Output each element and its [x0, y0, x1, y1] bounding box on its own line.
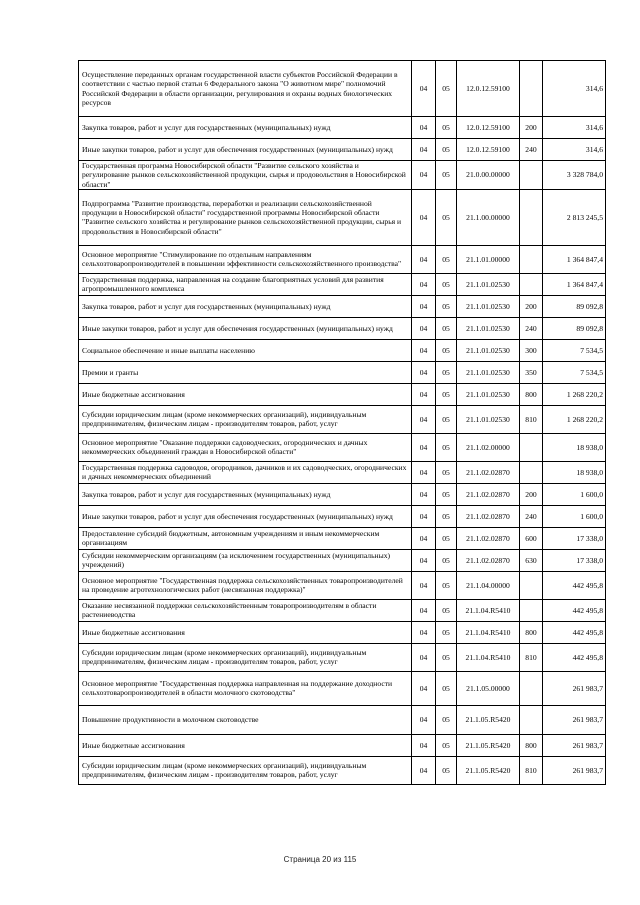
section-code-cell: 04 [412, 139, 436, 161]
target-article-code-cell: 21.1.01.02530 [457, 317, 520, 339]
amount-cell: 1 364 847,4 [543, 273, 606, 295]
target-article-code-cell: 21.1.01.02530 [457, 361, 520, 383]
subsection-code-cell: 05 [436, 571, 457, 599]
table-row [79, 549, 606, 571]
expense-name-cell: Закупка товаров, работ и услуг для государственных (муниципальных) нужд [79, 483, 412, 505]
section-code-cell: 04 [412, 705, 436, 734]
subsection-code-cell: 05 [436, 295, 457, 317]
target-article-code-cell: 21.1.05.R5420 [457, 734, 520, 756]
expense-name-cell: Основное мероприятие "Оказание поддержки садоводческих, огороднических и дачных некоммерческих объединений граждан в Новосибирской области" [79, 433, 412, 461]
expense-name-cell: Государственная поддержка садоводов, огородников, дачников и их садоводческих, огороднических и дачных некоммерческих объединений [79, 461, 412, 483]
expense-type-code-cell: 630 [520, 549, 543, 571]
subsection-code-cell: 05 [436, 705, 457, 734]
target-article-code-cell: 21.1.04.R5410 [457, 599, 520, 621]
amount-cell: 7 534,5 [543, 361, 606, 383]
amount-cell: 314,6 [543, 139, 606, 161]
table-row [79, 117, 606, 139]
amount-cell: 1 364 847,4 [543, 245, 606, 273]
section-code-cell: 04 [412, 383, 436, 405]
table-row [79, 734, 606, 756]
amount-cell: 17 338,0 [543, 527, 606, 549]
target-article-code-cell: 21.1.02.00000 [457, 433, 520, 461]
expense-name-cell: Субсидии юридическим лицам (кроме некоммерческих организаций), индивидуальным предпринимателям, физическим лицам - производителям товаров, работ, услуг [79, 405, 412, 433]
section-code-cell: 04 [412, 405, 436, 433]
expense-type-code-cell: 810 [520, 405, 543, 433]
subsection-code-cell: 05 [436, 734, 457, 756]
expense-type-code-cell [520, 705, 543, 734]
target-article-code-cell: 21.1.05.R5420 [457, 756, 520, 784]
expense-type-code-cell: 240 [520, 317, 543, 339]
expense-name-cell: Субсидии юридическим лицам (кроме некоммерческих организаций), индивидуальным предпринимателям, физическим лицам - производителям товаров, работ, услуг [79, 643, 412, 671]
target-article-code-cell: 12.0.12.59100 [457, 61, 520, 117]
table-row [79, 571, 606, 599]
target-article-code-cell: 21.1.01.02530 [457, 273, 520, 295]
amount-cell: 261 983,7 [543, 734, 606, 756]
amount-cell: 1 268 220,2 [543, 383, 606, 405]
amount-cell: 261 983,7 [543, 671, 606, 705]
target-article-code-cell: 21.0.00.00000 [457, 161, 520, 190]
amount-cell: 1 600,0 [543, 505, 606, 527]
table-row [79, 705, 606, 734]
amount-cell: 442 495,8 [543, 621, 606, 643]
table-row [79, 483, 606, 505]
expense-name-cell: Иные закупки товаров, работ и услуг для обеспечения государственных (муниципальных) нужд [79, 139, 412, 161]
target-article-code-cell: 21.1.02.02870 [457, 505, 520, 527]
expense-name-cell: Повышение продуктивности в молочном скотоводстве [79, 705, 412, 734]
subsection-code-cell: 05 [436, 117, 457, 139]
table-row [79, 405, 606, 433]
section-code-cell: 04 [412, 505, 436, 527]
target-article-code-cell: 21.1.01.02530 [457, 339, 520, 361]
expense-name-cell: Оказание несвязанной поддержки сельскохозяйственным товаропроизводителям в области растениеводства [79, 599, 412, 621]
expense-type-code-cell [520, 671, 543, 705]
amount-cell: 261 983,7 [543, 756, 606, 784]
expense-type-code-cell [520, 273, 543, 295]
subsection-code-cell: 05 [436, 621, 457, 643]
table-row [79, 621, 606, 643]
expense-name-cell: Премии и гранты [79, 361, 412, 383]
table-row [79, 361, 606, 383]
section-code-cell: 04 [412, 117, 436, 139]
expense-type-code-cell: 350 [520, 361, 543, 383]
subsection-code-cell: 05 [436, 161, 457, 190]
expense-name-cell: Закупка товаров, работ и услуг для государственных (муниципальных) нужд [79, 117, 412, 139]
subsection-code-cell: 05 [436, 599, 457, 621]
section-code-cell: 04 [412, 671, 436, 705]
section-code-cell: 04 [412, 621, 436, 643]
target-article-code-cell: 21.1.01.02530 [457, 295, 520, 317]
section-code-cell: 04 [412, 245, 436, 273]
target-article-code-cell: 21.1.05.00000 [457, 671, 520, 705]
target-article-code-cell: 12.0.12.59100 [457, 117, 520, 139]
expense-name-cell: Основное мероприятие "Государственная поддержка направленная на поддержание доходности сельхозтоваропроизводителей в области молочного скотоводства" [79, 671, 412, 705]
page-number: Страница 20 из 115 [283, 855, 357, 864]
target-article-code-cell: 21.1.00.00000 [457, 189, 520, 245]
section-code-cell: 04 [412, 61, 436, 117]
target-article-code-cell: 21.1.02.02870 [457, 461, 520, 483]
table-row [79, 461, 606, 483]
table-row [79, 599, 606, 621]
subsection-code-cell: 05 [436, 433, 457, 461]
subsection-code-cell: 05 [436, 405, 457, 433]
amount-cell: 314,6 [543, 61, 606, 117]
table-row [79, 505, 606, 527]
budget-expenditure-table [78, 60, 606, 785]
subsection-code-cell: 05 [436, 317, 457, 339]
table-row [79, 527, 606, 549]
subsection-code-cell: 05 [436, 383, 457, 405]
section-code-cell: 04 [412, 273, 436, 295]
section-code-cell: 04 [412, 734, 436, 756]
expense-name-cell: Иные закупки товаров, работ и услуг для обеспечения государственных (муниципальных) нужд [79, 317, 412, 339]
amount-cell: 261 983,7 [543, 705, 606, 734]
amount-cell: 314,6 [543, 117, 606, 139]
amount-cell: 3 328 784,0 [543, 161, 606, 190]
subsection-code-cell: 05 [436, 527, 457, 549]
amount-cell: 442 495,8 [543, 643, 606, 671]
amount-cell: 18 938,0 [543, 433, 606, 461]
expense-type-code-cell: 300 [520, 339, 543, 361]
section-code-cell: 04 [412, 599, 436, 621]
section-code-cell: 04 [412, 339, 436, 361]
expense-type-code-cell [520, 61, 543, 117]
expense-name-cell: Осуществление переданных органам государственной власти субъектов Российской Федерации в соответствии с частью первой статьи 6 Федерального закона "О животном мире" полномочий Российской Федерации в области организации, регулирования и охраны водных биологических ресурсов [79, 61, 412, 117]
expense-type-code-cell: 800 [520, 734, 543, 756]
subsection-code-cell: 05 [436, 139, 457, 161]
expense-name-cell: Иные закупки товаров, работ и услуг для обеспечения государственных (муниципальных) нужд [79, 505, 412, 527]
subsection-code-cell: 05 [436, 483, 457, 505]
expense-name-cell: Социальное обеспечение и иные выплаты населению [79, 339, 412, 361]
expense-name-cell: Основное мероприятие "Стимулирование по отдельным направлениям сельхозтоваропроизводителей в повышении эффективности сельскохозяйственного производства" [79, 245, 412, 273]
amount-cell: 89 092,8 [543, 317, 606, 339]
section-code-cell: 04 [412, 461, 436, 483]
subsection-code-cell: 05 [436, 245, 457, 273]
expense-name-cell: Предоставление субсидий бюджетным, автономным учреждениям и иным некоммерческим организациям [79, 527, 412, 549]
expense-type-code-cell [520, 189, 543, 245]
expense-type-code-cell [520, 599, 543, 621]
target-article-code-cell: 21.1.04.R5410 [457, 621, 520, 643]
expense-type-code-cell: 600 [520, 527, 543, 549]
expense-type-code-cell: 200 [520, 295, 543, 317]
table-body [79, 61, 606, 785]
expense-type-code-cell: 240 [520, 139, 543, 161]
expense-name-cell: Закупка товаров, работ и услуг для государственных (муниципальных) нужд [79, 295, 412, 317]
amount-cell: 1 600,0 [543, 483, 606, 505]
amount-cell: 442 495,8 [543, 599, 606, 621]
expense-type-code-cell [520, 461, 543, 483]
section-code-cell: 04 [412, 527, 436, 549]
subsection-code-cell: 05 [436, 505, 457, 527]
expense-type-code-cell [520, 161, 543, 190]
target-article-code-cell: 12.0.12.59100 [457, 139, 520, 161]
amount-cell: 17 338,0 [543, 549, 606, 571]
table-row [79, 245, 606, 273]
expense-name-cell: Государственная программа Новосибирской области "Развитие сельского хозяйства и регулирование рынков сельскохозяйственной продукции, сырья и продовольствия в Новосибирской области" [79, 161, 412, 190]
expense-name-cell: Субсидии некоммерческим организациям (за исключением государственных (муниципальных) учреждений) [79, 549, 412, 571]
amount-cell: 7 534,5 [543, 339, 606, 361]
expense-type-code-cell [520, 433, 543, 461]
section-code-cell: 04 [412, 433, 436, 461]
section-code-cell: 04 [412, 295, 436, 317]
subsection-code-cell: 05 [436, 461, 457, 483]
section-code-cell: 04 [412, 317, 436, 339]
table-row [79, 273, 606, 295]
target-article-code-cell: 21.1.05.R5420 [457, 705, 520, 734]
target-article-code-cell: 21.1.01.00000 [457, 245, 520, 273]
amount-cell: 2 813 245,5 [543, 189, 606, 245]
expense-type-code-cell: 800 [520, 383, 543, 405]
subsection-code-cell: 05 [436, 549, 457, 571]
section-code-cell: 04 [412, 161, 436, 190]
section-code-cell: 04 [412, 189, 436, 245]
expense-name-cell: Основное мероприятие "Государственная поддержка сельскохозяйственных товаропроизводителей на проведение агротехнологических работ (несвязанная поддержка)" [79, 571, 412, 599]
target-article-code-cell: 21.1.02.02870 [457, 527, 520, 549]
table-row [79, 295, 606, 317]
table-row [79, 756, 606, 784]
table-row [79, 61, 606, 117]
expense-name-cell: Субсидии юридическим лицам (кроме некоммерческих организаций), индивидуальным предпринимателям, физическим лицам - производителям товаров, работ, услуг [79, 756, 412, 784]
table-row [79, 339, 606, 361]
table-row [79, 189, 606, 245]
table-row [79, 643, 606, 671]
expense-name-cell: Иные бюджетные ассигнования [79, 383, 412, 405]
subsection-code-cell: 05 [436, 189, 457, 245]
subsection-code-cell: 05 [436, 671, 457, 705]
subsection-code-cell: 05 [436, 643, 457, 671]
target-article-code-cell: 21.1.04.R5410 [457, 643, 520, 671]
expense-name-cell: Государственная поддержка, направленная на создание благоприятных условий для развития агропромышленного комплекса [79, 273, 412, 295]
table-row [79, 433, 606, 461]
section-code-cell: 04 [412, 571, 436, 599]
expense-name-cell: Подпрограмма "Развитие производства, переработки и реализации сельскохозяйственной продукции в Новосибирской области" государственной программы Новосибирской области "Развитие сельского хозяйства и регулирование рынков сельскохозяйственной продукции, сырья и продовольствия в Новосибирской области" [79, 189, 412, 245]
table-row [79, 317, 606, 339]
section-code-cell: 04 [412, 643, 436, 671]
amount-cell: 18 938,0 [543, 461, 606, 483]
amount-cell: 1 268 220,2 [543, 405, 606, 433]
expense-type-code-cell: 200 [520, 117, 543, 139]
table-row [79, 161, 606, 190]
subsection-code-cell: 05 [436, 361, 457, 383]
amount-cell: 89 092,8 [543, 295, 606, 317]
expense-type-code-cell: 240 [520, 505, 543, 527]
expense-name-cell: Иные бюджетные ассигнования [79, 734, 412, 756]
subsection-code-cell: 05 [436, 61, 457, 117]
section-code-cell: 04 [412, 483, 436, 505]
subsection-code-cell: 05 [436, 339, 457, 361]
expense-type-code-cell: 810 [520, 643, 543, 671]
expense-type-code-cell: 800 [520, 621, 543, 643]
subsection-code-cell: 05 [436, 273, 457, 295]
amount-cell: 442 495,8 [543, 571, 606, 599]
table-row [79, 383, 606, 405]
table-row [79, 139, 606, 161]
expense-type-code-cell: 200 [520, 483, 543, 505]
subsection-code-cell: 05 [436, 756, 457, 784]
section-code-cell: 04 [412, 361, 436, 383]
expense-type-code-cell: 810 [520, 756, 543, 784]
table-row [79, 671, 606, 705]
section-code-cell: 04 [412, 756, 436, 784]
expense-type-code-cell [520, 245, 543, 273]
target-article-code-cell: 21.1.02.02870 [457, 483, 520, 505]
expense-type-code-cell [520, 571, 543, 599]
target-article-code-cell: 21.1.01.02530 [457, 383, 520, 405]
target-article-code-cell: 21.1.04.00000 [457, 571, 520, 599]
expense-name-cell: Иные бюджетные ассигнования [79, 621, 412, 643]
target-article-code-cell: 21.1.01.02530 [457, 405, 520, 433]
target-article-code-cell: 21.1.02.02870 [457, 549, 520, 571]
section-code-cell: 04 [412, 549, 436, 571]
